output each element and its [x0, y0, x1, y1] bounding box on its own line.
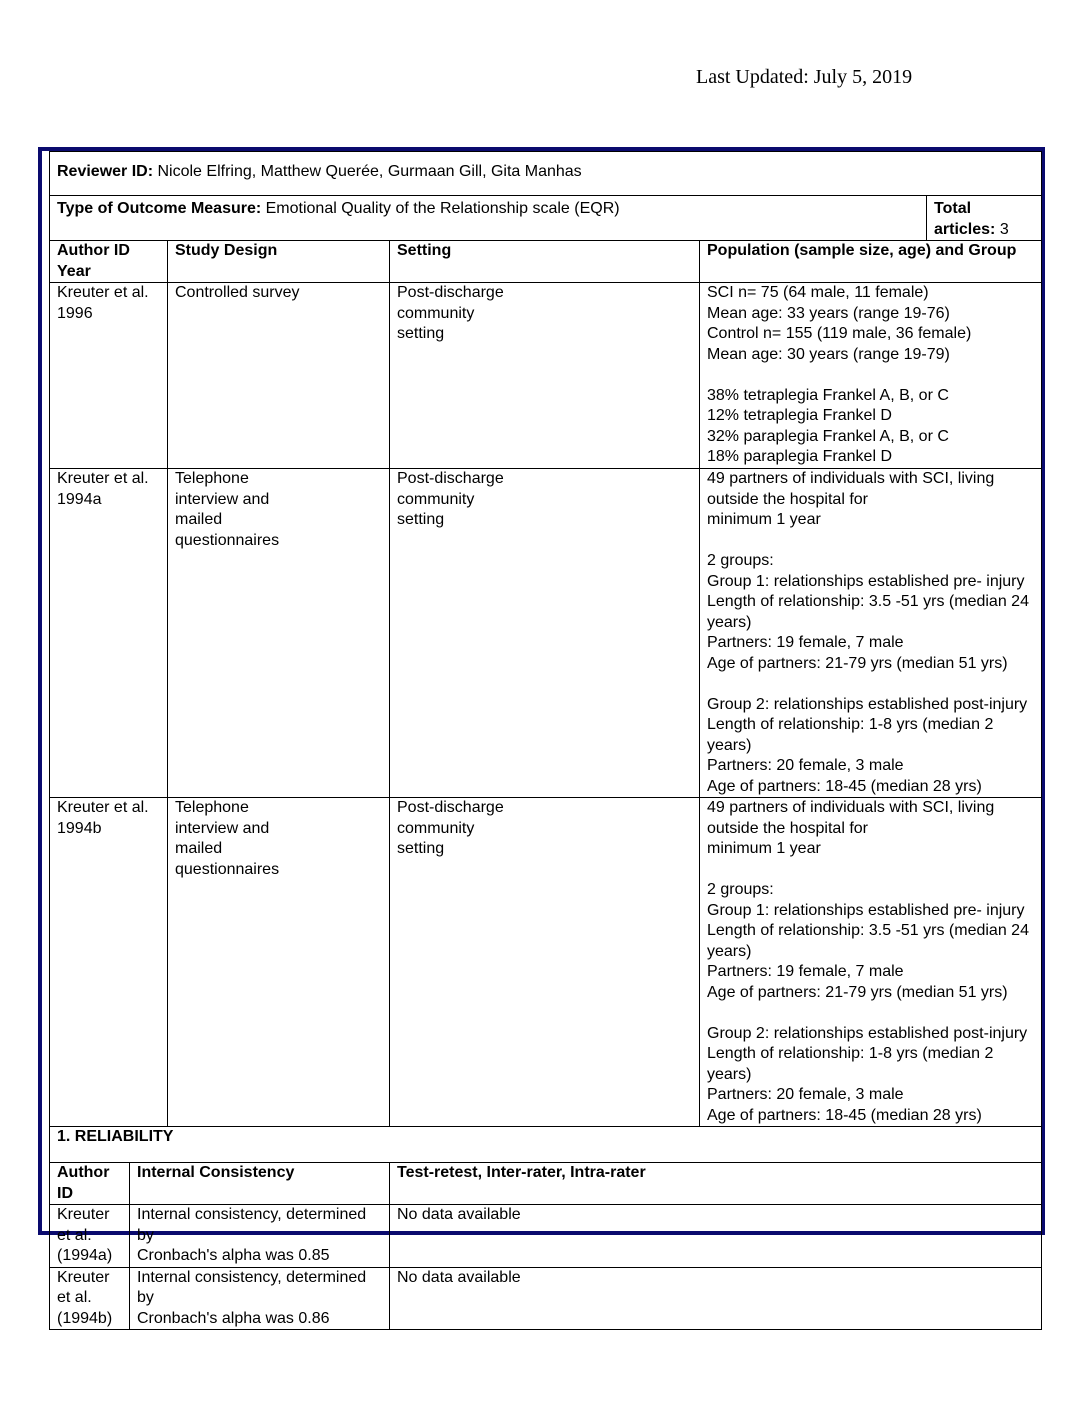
total-articles-value: 3	[995, 220, 1009, 238]
reliability-author: Kreuter et al. (1994b)	[50, 1267, 130, 1330]
study-design: Telephone interview and mailed questionnaires	[168, 798, 390, 1127]
study-population: 49 partners of individuals with SCI, living outside the hospital for minimum 1 year 2 groups: Group 1: relationships established pre- injury Length of relationship: 3.5 -51 yrs (median 24 years) Partners: 19 female, 7 male Age of partners: 21-79 yrs (median 51 yrs) Group 2: relationships established post-injury Length of relationship: 1-8 yrs (median 2 years) Partners: 20 female, 3 male Age of partners: 18-45 (median 28 yrs)	[700, 798, 1042, 1127]
outcome-label: Type of Outcome Measure:	[57, 200, 262, 217]
header-population: Population (sample size, age) and Group	[707, 242, 1017, 259]
study-author: Kreuter et al. 1996	[50, 283, 168, 469]
outcome-measure-table-frame	[38, 147, 1045, 1327]
study-setting: Post-discharge community setting	[390, 469, 700, 798]
reliability-row	[50, 1205, 1042, 1268]
header-setting: Setting	[397, 242, 452, 259]
header-test-retest: Test-retest, Inter-rater, Intra-rater	[397, 1164, 646, 1181]
study-population: 49 partners of individuals with SCI, living outside the hospital for minimum 1 year 2 groups: Group 1: relationships established pre- injury Length of relationship: 3.5 -51 yrs (median 24 years) Partners: 19 female, 7 male Age of partners: 21-79 yrs (median 51 yrs) Group 2: relationships established post-injury Length of relationship: 1-8 yrs (median 2 years) Partners: 20 female, 3 male Age of partners: 18-45 (median 28 yrs)	[700, 469, 1042, 798]
reliability-author: Kreuter et al. (1994a)	[50, 1205, 130, 1268]
reviewer-label: Reviewer ID:	[57, 163, 154, 180]
outcome-measure-table	[49, 151, 1042, 1330]
study-row	[50, 469, 1042, 798]
header-author-year: Author ID Year	[57, 242, 130, 280]
reliability-row	[50, 1267, 1042, 1330]
study-header-row	[50, 241, 1042, 283]
reviewer-row	[50, 152, 1042, 196]
test-retest-value: No data available	[390, 1205, 1042, 1268]
study-setting: Post-discharge community setting	[390, 283, 700, 469]
study-design: Telephone interview and mailed questionnaires	[168, 469, 390, 798]
study-row	[50, 798, 1042, 1127]
study-author: Kreuter et al. 1994b	[50, 798, 168, 1127]
internal-consistency-value: Internal consistency, determined by Cronbach's alpha was 0.86	[130, 1267, 390, 1330]
reviewer-names: Nicole Elfring, Matthew Querée, Gurmaan Gill, Gita Manhas	[153, 163, 582, 180]
last-updated-date: Last Updated: July 5, 2019	[696, 66, 913, 88]
test-retest-value: No data available	[390, 1267, 1042, 1330]
study-setting: Post-discharge community setting	[390, 798, 700, 1127]
reliability-section-row	[50, 1127, 1042, 1163]
reliability-header-row	[50, 1163, 1042, 1205]
internal-consistency-value: Internal consistency, determined by Cronbach's alpha was 0.85	[130, 1205, 390, 1268]
outcome-row	[50, 196, 1042, 241]
outcome-value: Emotional Quality of the Relationship scale (EQR)	[261, 200, 620, 217]
header-study-design: Study Design	[175, 242, 278, 259]
study-population: SCI n= 75 (64 male, 11 female) Mean age: 33 years (range 19-76) Control n= 155 (119 male, 36 female) Mean age: 30 years (range 19-79) 38% tetraplegia Frankel A, B, or C 12% tetraplegia Frankel D 32% paraplegia Frankel A, B, or C 18% paraplegia Frankel D	[700, 283, 1042, 469]
reliability-section-title: 1. RELIABILITY	[57, 1128, 174, 1145]
study-author: Kreuter et al. 1994a	[50, 469, 168, 798]
header-author-id: Author ID	[57, 1164, 110, 1202]
header-internal-consistency: Internal Consistency	[137, 1164, 295, 1181]
study-design: Controlled survey	[168, 283, 390, 469]
study-row	[50, 283, 1042, 469]
total-articles-label: Total articles:	[934, 200, 996, 238]
